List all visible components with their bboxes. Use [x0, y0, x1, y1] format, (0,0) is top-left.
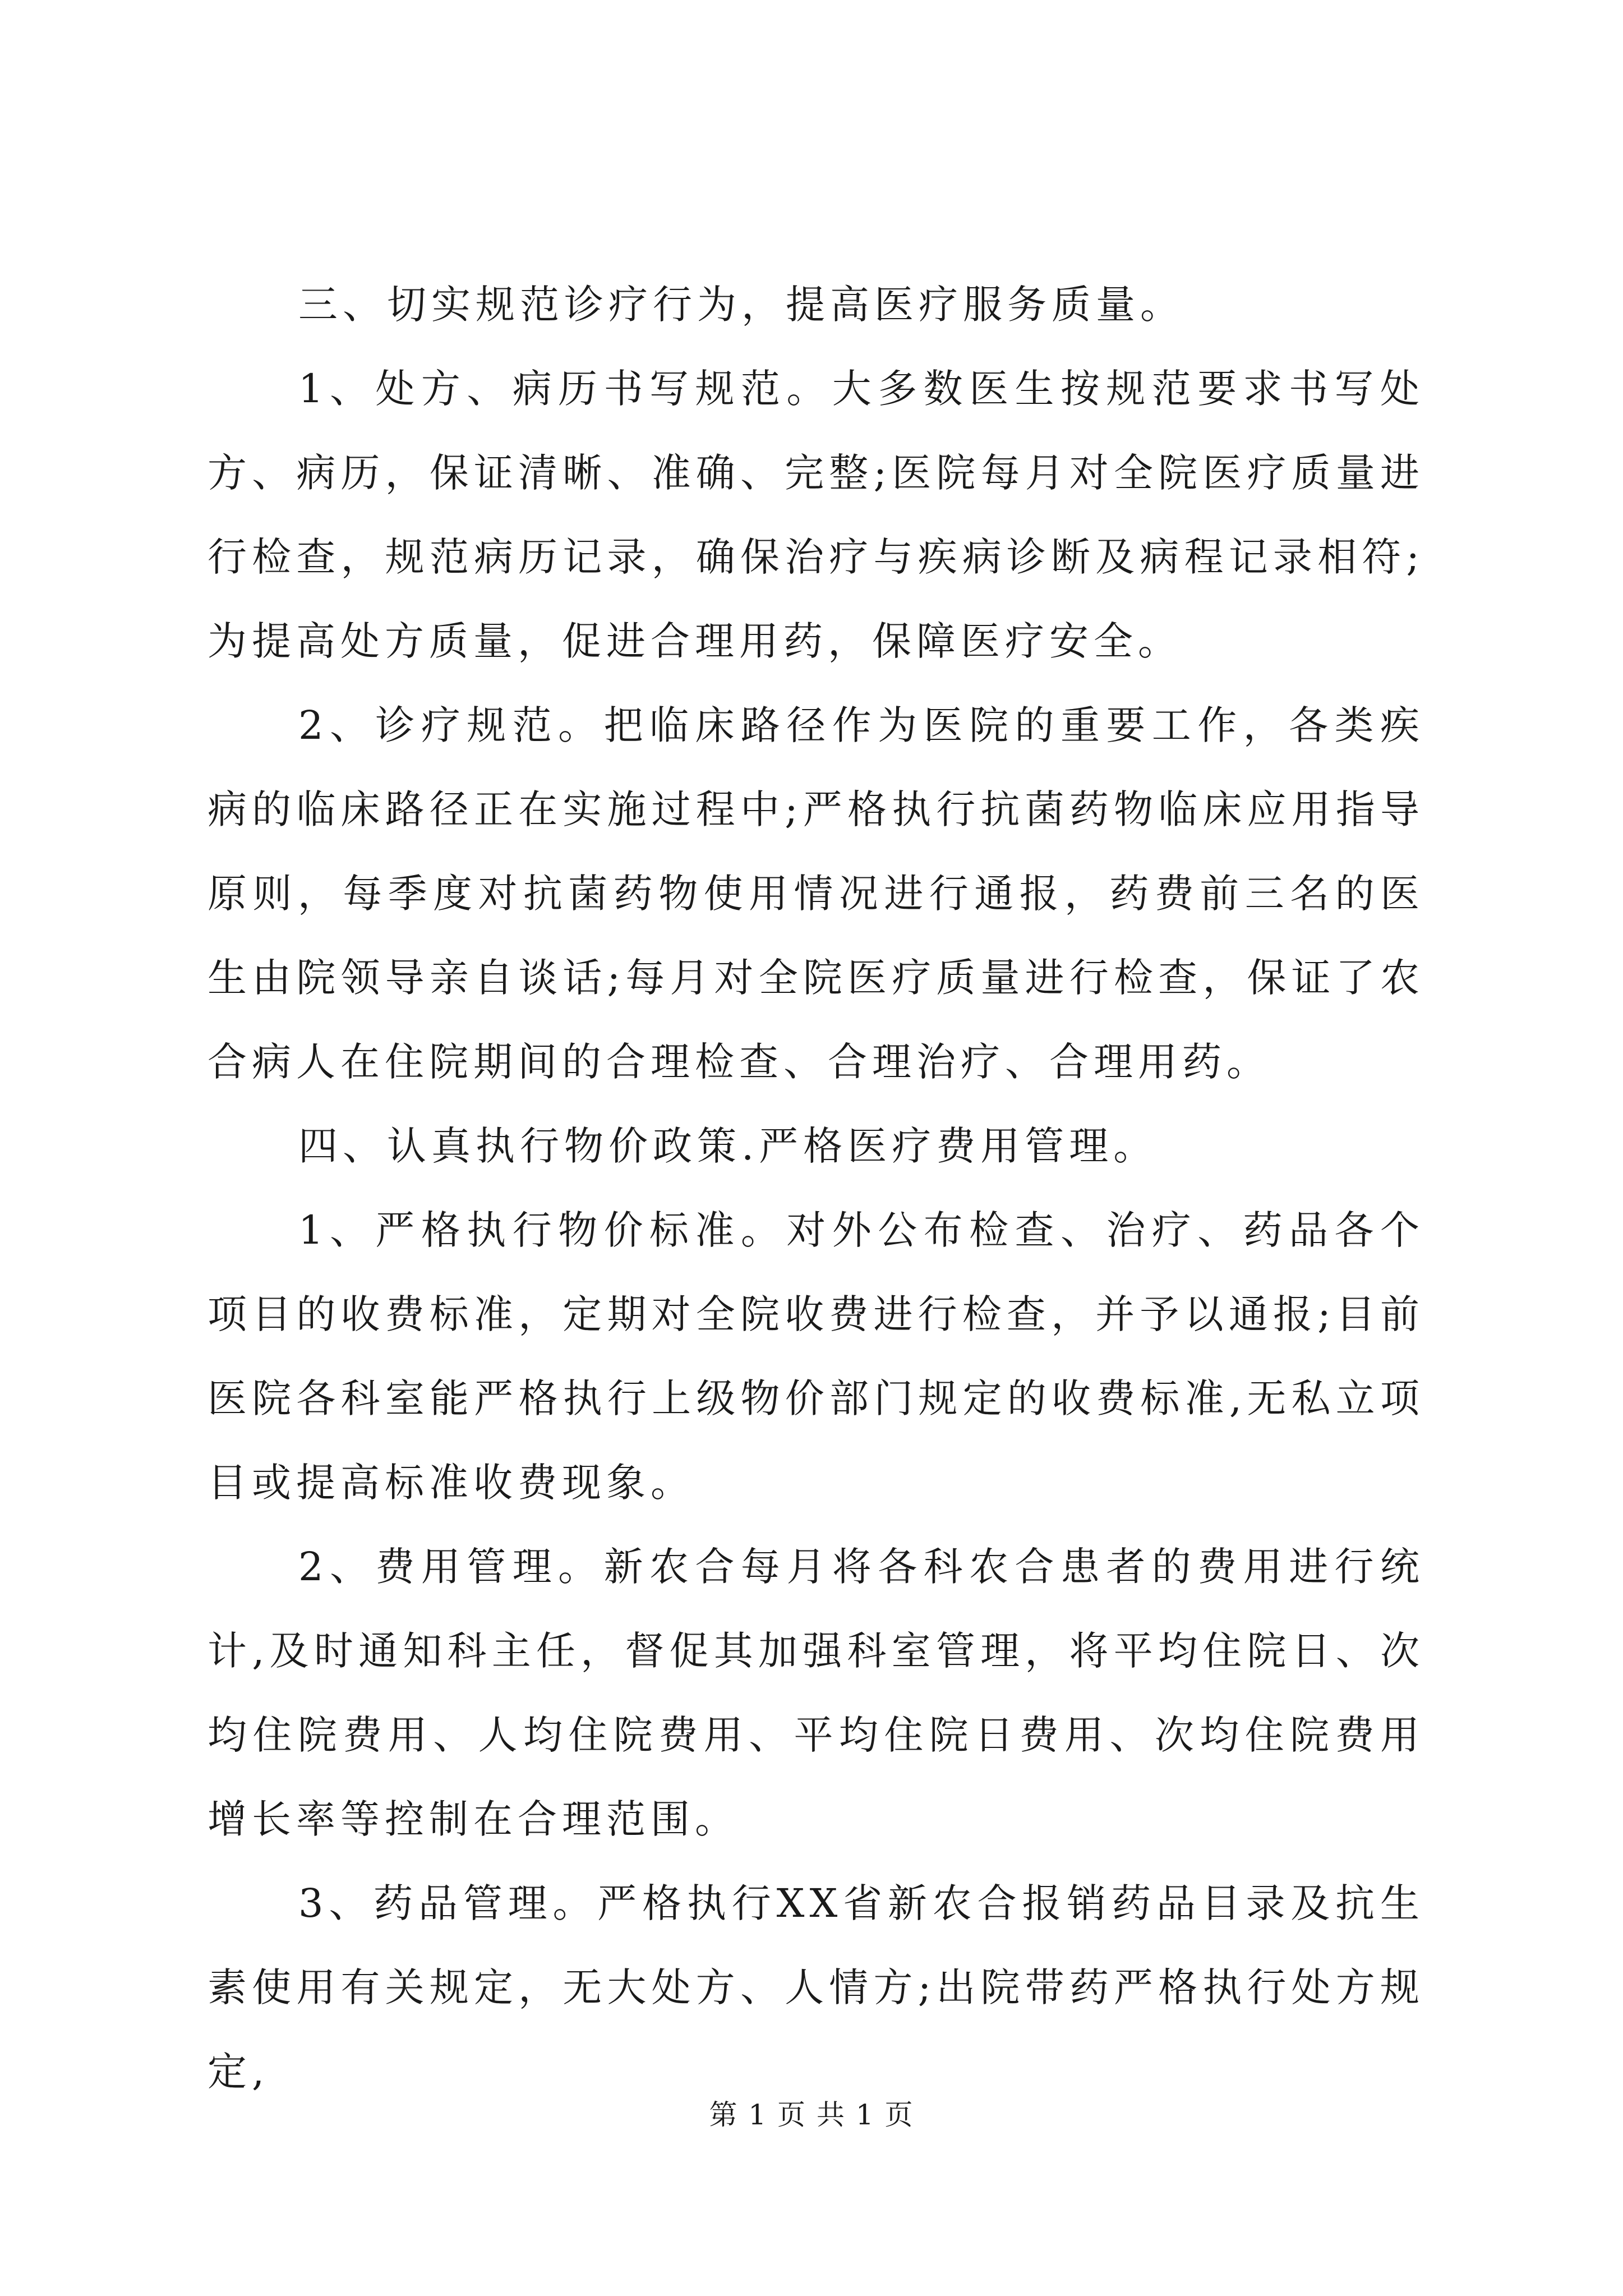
paragraph-diagnosis-standards: 2、诊疗规范。把临床路径作为医院的重要工作，各类疾病的临床路径正在实施过程中;严格执行抗菌药物临床应用指导原则，每季度对抗菌药物使用情况进行通报，药费前三名的医生由院领导亲自谈话;每月对全院医疗质量进行检查，保证了农合病人在住院期间的合理检查、合理治疗、合理用药。: [208, 702, 1424, 1085]
document-body: [208, 263, 1424, 2114]
paragraph-cost-management: 2、费用管理。新农合每月将各科农合患者的费用进行统计,及时通知科主任，督促其加强科室管理，将平均住院日、次均住院费用、人均住院费用、平均住院日费用、次均住院费用增长率等控制在合理范围。: [208, 1544, 1424, 1842]
section-heading-3: 三、切实规范诊疗行为，提高医疗服务质量。: [298, 282, 1184, 328]
paragraph-price-standards: 1、严格执行物价标准。对外公布检查、治疗、药品各个项目的收费标准，定期对全院收费进行检查，并予以通报;目前医院各科室能严格执行上级物价部门规定的收费标准,无私立项目或提高标准收费现象。: [208, 1207, 1424, 1506]
page-number-footer: 第 1 页 共 1 页: [709, 2099, 914, 2131]
paragraph-prescription-records: 1、处方、病历书写规范。大多数医生按规范要求书写处方、病历，保证清晰、准确、完整;医院每月对全院医疗质量进行检查，规范病历记录，确保治疗与疾病诊断及病程记录相符;为提高处方质量，促进合理用药，保障医疗安全。: [208, 366, 1424, 664]
paragraph-drug-management: 3、药品管理。严格执行XX省新农合报销药品目录及抗生素使用有关规定，无大处方、人情方;出院带药严格执行处方规定,: [208, 1880, 1424, 2095]
section-heading-4: 四、认真执行物价政策.严格医疗费用管理。: [298, 1123, 1158, 1169]
